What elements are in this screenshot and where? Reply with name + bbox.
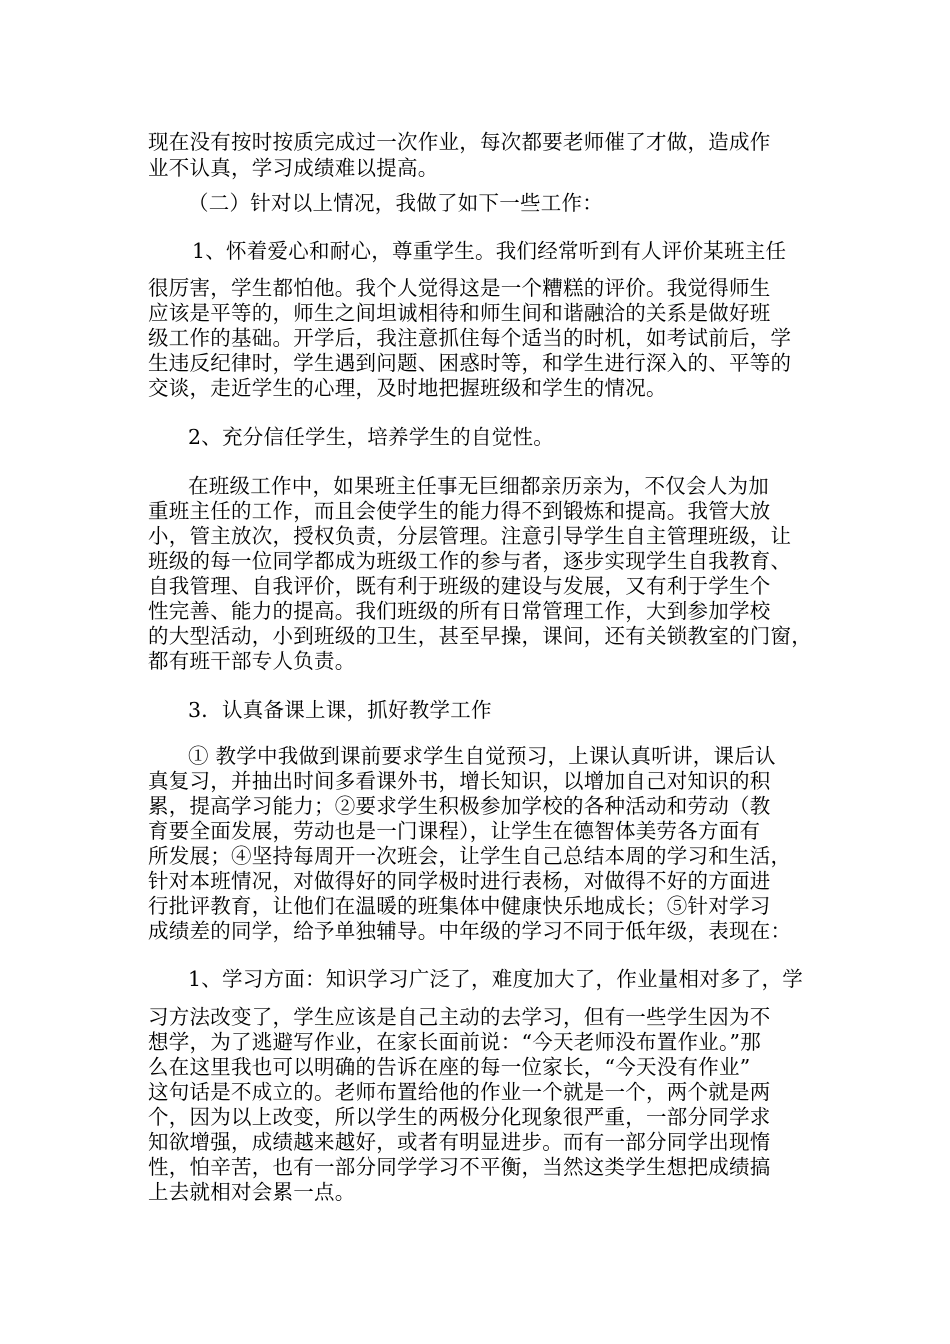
text-line: 的大型活动，小到班级的卫生，甚至早操，课间，还有关锁教室的门窗，: [148, 624, 812, 648]
text-line: 育要全面发展，劳动也是一门课程），让学生在德智体美劳各方面有: [148, 819, 761, 843]
item-heading: 3．认真备课上课，抓好教学工作: [188, 698, 492, 722]
text-line: 所发展；④坚持每周开一次班会，让学生自己总结本周的学习和生活，: [148, 844, 792, 868]
text-line: 很厉害，学生都怕他。我个人觉得这是一个糟糕的评价。我觉得师生: [148, 276, 771, 300]
text-line: 自我管理、自我评价，既有利于班级的建设与发展，又有利于学生个: [148, 574, 771, 598]
text-line: 生违反纪律时，学生遇到问题、困惑时等，和学生进行深入的、平等的: [148, 351, 792, 375]
text-line: 性完善、能力的提高。我们班级的所有日常管理工作，大到参加学校: [148, 599, 771, 623]
text-line: 级工作的基础。开学后，我注意抓住每个适当的时机，如考试前后，学: [148, 326, 792, 350]
text-line: 班级的每一位同学都成为班级工作的参与者，逐步实现学生自我教育、: [148, 549, 792, 573]
text-line: 行批评教育，让他们在温暖的班集体中健康快乐地成长；⑤针对学习: [148, 894, 771, 918]
text-line: 这句话是不成立的。老师布置给他的作业一个就是一个，两个就是两: [148, 1080, 771, 1104]
text-line: 习方法改变了，学生应该是自己主动的去学习，但有一些学生因为不: [148, 1005, 771, 1029]
text-line: 小，管主放次，授权负责，分层管理。注意引导学生自主管理班级，让: [148, 524, 792, 548]
text-line: 真复习，并抽出时间多看课外书，增长知识，以增加自己对知识的积: [148, 769, 771, 793]
text-line: 成绩差的同学，给予单独辅导。中年级的学习不同于低年级，表现在：: [148, 919, 792, 943]
text-line: 交谈，走近学生的心理，及时地把握班级和学生的情况。: [148, 376, 667, 400]
text-line: ① 教学中我做到课前要求学生自觉预习，上课认真听讲，课后认: [188, 744, 776, 768]
text-line: 累，提高学习能力；②要求学生积极参加学校的各种活动和劳动（教: [148, 794, 771, 818]
item-heading: 1、学习方面：知识学习广泛了，难度加大了，作业量相对多了，学: [188, 967, 804, 991]
text-line: 都有班干部专人负责。: [148, 649, 356, 673]
text-line: 应该是平等的，师生之间坦诚相待和师生间和谐融洽的关系是做好班: [148, 301, 771, 325]
text-line: 针对本班情况，对做得好的同学极时进行表杨，对做得不好的方面进: [148, 869, 771, 893]
text-line: 知欲增强，成绩越来越好，或者有明显进步。而有一部分同学出现惰: [148, 1130, 771, 1154]
text-line: 想学，为了逃避写作业，在家长面前说：“今天老师没布置作业。”那: [148, 1030, 761, 1054]
text-line: 重班主任的工作，而且会使学生的能力得不到锻炼和提高。我管大放: [148, 499, 771, 523]
section-heading: （二）针对以上情况，我做了如下一些工作：: [188, 191, 603, 215]
text-line: 业不认真，学习成绩难以提高。: [148, 156, 439, 180]
text-line: 性，怕辛苦，也有一部分同学学习不平衡，当然这类学生想把成绩搞: [148, 1155, 771, 1179]
text-line: 在班级工作中，如果班主任事无巨细都亲历亲为，不仅会人为加: [188, 474, 769, 498]
text-line: 么在这里我也可以明确的告诉在座的每一位家长，“今天没有作业”: [148, 1055, 751, 1079]
item-heading: 1、怀着爱心和耐心，尊重学生。我们经常听到有人评价某班主任: [192, 239, 787, 263]
text-line: 个，因为以上改变，所以学生的两极分化现象很严重，一部分同学求: [148, 1105, 771, 1129]
text-line: 上去就相对会累一点。: [148, 1180, 356, 1204]
item-heading: 2、充分信任学生，培养学生的自觉性。: [188, 425, 555, 449]
text-line: 现在没有按时按质完成过一次作业，每次都要老师催了才做，造成作: [148, 130, 771, 154]
